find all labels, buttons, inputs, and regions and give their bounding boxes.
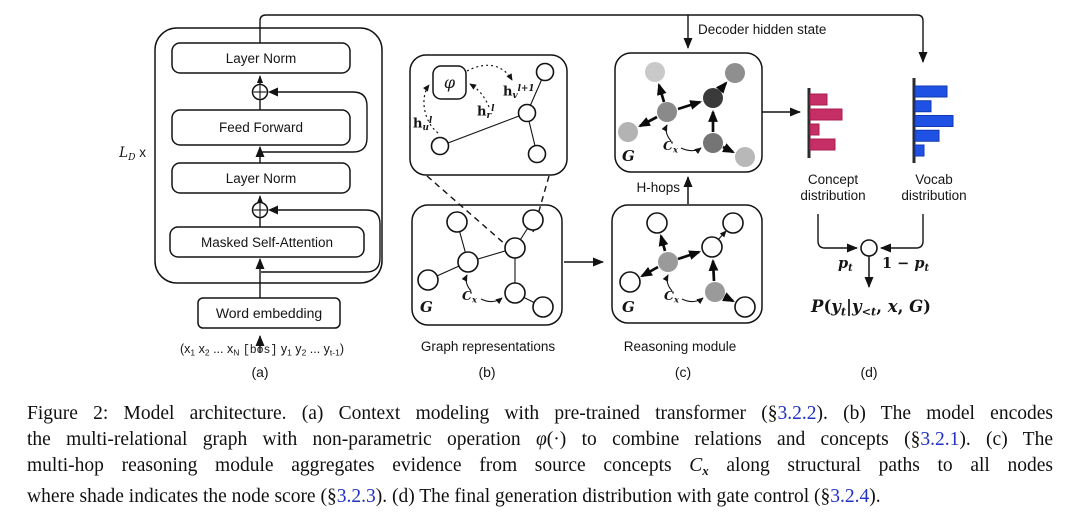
h-r-label <box>477 104 494 121</box>
text-segment: N <box>233 347 240 358</box>
text-segment: h <box>503 84 513 100</box>
concept-bar <box>810 124 819 135</box>
text-segment: ( <box>823 297 832 316</box>
text-segment: [bos] <box>242 344 278 357</box>
text-segment: t <box>848 262 853 274</box>
reasoning-upper-box <box>615 53 762 172</box>
text-segment: y <box>852 297 862 316</box>
graph-symbol-b: G <box>420 298 433 316</box>
text-segment: along structural paths to all nodes <box>708 455 1053 476</box>
text-segment: L <box>119 145 129 161</box>
scored-node <box>703 88 723 108</box>
node <box>620 272 640 292</box>
text-segment: y <box>291 342 302 356</box>
decoder-loop-count-label <box>88 145 146 163</box>
text-segment: C <box>462 288 472 303</box>
concept-bar <box>810 94 827 105</box>
text-segment: x <box>702 464 709 479</box>
graph-representations-caption: Graph representations <box>420 339 556 354</box>
concept-bars <box>810 94 842 150</box>
masked-self-attention-label: Masked Self-Attention <box>200 234 334 250</box>
text-segment: ). <box>869 486 881 508</box>
scored-node <box>725 63 745 83</box>
h-v-label <box>503 84 535 101</box>
cx-pointer <box>481 298 502 302</box>
caption-line <box>27 427 1053 453</box>
panel-d-label: (d) <box>860 364 878 380</box>
text-segment: ) <box>339 342 345 356</box>
text-segment: ). (c) The <box>959 429 1053 450</box>
text-segment: P <box>811 297 824 316</box>
text-segment: C <box>664 288 674 303</box>
output-formula <box>811 297 931 318</box>
gate-wire-left <box>818 214 857 248</box>
text-segment: , <box>876 297 888 316</box>
gate-node <box>861 240 877 256</box>
text-segment: (·) to combine relations and concepts (§ <box>546 429 921 450</box>
source-node <box>658 252 678 272</box>
figure-caption <box>27 401 1053 510</box>
source-concepts-label-c-top <box>663 138 678 155</box>
text-segment: x <box>471 294 477 305</box>
text-segment: 1 − <box>882 255 915 272</box>
phi-output-arc-hv <box>467 65 512 80</box>
panel-c-label: (c) <box>674 364 692 380</box>
text-segment: φ <box>535 429 547 450</box>
vocab-bar <box>915 101 931 112</box>
text-segment: ) <box>923 297 931 316</box>
gate-weight-left-label <box>838 255 853 274</box>
text-segment: x <box>672 144 678 155</box>
source-concepts-label-b <box>462 288 477 305</box>
vocab-bars <box>915 86 953 156</box>
text-segment: h <box>477 104 487 120</box>
vocab-bar <box>915 116 953 127</box>
decoder-hidden-state-label: Decoder hidden state <box>698 22 827 37</box>
text-segment: | <box>846 297 853 316</box>
text-segment: h <box>413 116 423 132</box>
text-segment: r <box>486 111 492 122</box>
gate-weight-right-label <box>882 255 929 274</box>
residual-arrowhead-ff <box>268 88 278 97</box>
text-segment: t-1 <box>329 347 340 358</box>
phi-label: φ <box>443 73 456 92</box>
scored-node <box>735 147 755 167</box>
text-segment: v <box>512 91 518 102</box>
text-segment: ... x <box>209 342 234 356</box>
residual-add-bottom <box>253 203 268 218</box>
vocab-distribution-label <box>884 172 984 203</box>
text-segment: multi-hop reasoning module aggregates evidence from source concepts <box>27 455 690 476</box>
text-segment: C <box>689 455 703 476</box>
vocab-label-line2: distribution <box>901 187 967 203</box>
node <box>458 252 478 272</box>
h-hops-label: H-hops <box>636 180 680 195</box>
text-segment: x <box>135 145 146 160</box>
h-u-label <box>413 116 432 133</box>
scored-node <box>645 62 665 82</box>
text-segment: t <box>840 304 847 319</box>
text-segment: y <box>277 342 288 356</box>
node <box>647 213 667 233</box>
text-segment: l <box>491 104 495 114</box>
caption-line <box>27 401 1053 427</box>
panel-b-label: (b) <box>478 364 496 380</box>
scored-node <box>703 133 723 153</box>
source-node <box>705 282 725 302</box>
section-ref-link[interactable]: 3.2.3 <box>336 486 376 508</box>
concept-label-line2: distribution <box>800 187 866 203</box>
node <box>529 146 546 163</box>
reasoning-module-caption: Reasoning module <box>623 339 737 354</box>
text-segment: p <box>838 255 849 272</box>
text-segment: x <box>195 342 205 356</box>
text-segment: p <box>914 255 925 272</box>
gate-wire-right <box>881 214 923 248</box>
cx-pointer <box>682 298 703 302</box>
node <box>735 297 755 317</box>
node <box>533 297 553 317</box>
vocab-bar <box>915 130 939 141</box>
node <box>702 237 722 257</box>
node <box>537 64 554 81</box>
vocab-label-line1: Vocab <box>915 172 953 187</box>
node <box>418 270 438 290</box>
residual-arrowhead-msa <box>268 206 278 215</box>
node <box>723 213 743 233</box>
section-ref-link[interactable]: 3.2.1 <box>920 429 960 450</box>
layer-norm-top-label: Layer Norm <box>225 50 297 66</box>
text-segment: t <box>924 262 930 274</box>
word-embedding-label: Word embedding <box>215 305 323 321</box>
section-ref-link[interactable]: 3.2.2 <box>777 403 817 424</box>
text-segment: (x <box>179 342 191 356</box>
layer-norm-mid-label: Layer Norm <box>225 170 297 186</box>
concept-bar <box>810 139 835 150</box>
text-segment: 1 <box>190 347 196 358</box>
feed-forward-label: Feed Forward <box>218 120 304 135</box>
text-segment: u <box>422 123 429 134</box>
gate <box>818 214 923 287</box>
cx-pointer <box>681 148 701 151</box>
residual-add-top <box>253 85 268 100</box>
text-segment: 1 <box>287 347 292 358</box>
concept-label-line1: Concept <box>807 172 859 187</box>
text-segment: ... y <box>306 342 330 356</box>
caption-line <box>27 453 1053 484</box>
scored-node <box>657 102 677 122</box>
concept-distribution-label <box>783 172 883 203</box>
node <box>519 105 536 122</box>
text-segment: G <box>909 297 924 316</box>
text-segment: where shade indicates the node score (§ <box>27 486 337 508</box>
text-segment: x <box>673 294 679 305</box>
node <box>447 212 467 232</box>
text-segment: ). (b) The model encodes <box>816 403 1053 424</box>
text-segment: l+1 <box>517 84 535 94</box>
graph-symbol-c-bottom: G <box>622 298 635 316</box>
node <box>505 283 525 303</box>
caption-line <box>27 484 1053 510</box>
text-segment: y <box>831 297 841 316</box>
node <box>432 138 449 155</box>
text-segment: 2 <box>204 347 210 358</box>
source-concepts-label-c-bottom <box>664 288 679 305</box>
section-ref-link[interactable]: 3.2.4 <box>830 486 870 508</box>
vocab-bar <box>915 145 924 156</box>
text-segment: Figure 2: Model architecture. (a) Context modeling with pre-trained transformer (§ <box>27 403 778 424</box>
vocab-bar <box>915 86 947 97</box>
text-segment: <t <box>861 304 877 319</box>
text-segment: , <box>897 297 910 316</box>
input-sequence-label <box>180 342 344 358</box>
panel-a-label: (a) <box>251 364 269 380</box>
text-segment: x <box>887 297 898 316</box>
concept-bar <box>810 109 842 120</box>
graph-symbol-c-top: G <box>622 147 635 165</box>
text-segment: the multi-relational graph with non-parametric operation <box>27 429 536 450</box>
text-segment: C <box>663 138 673 153</box>
scored-node <box>618 122 638 142</box>
node <box>523 210 543 230</box>
text-segment: ). (d) The final generation distribution with gate control (§ <box>375 486 831 508</box>
text-segment: D <box>128 151 136 163</box>
text-segment: l <box>428 116 433 126</box>
text-segment: 2 <box>301 347 307 358</box>
graph-representations-box <box>412 205 562 325</box>
node <box>505 238 525 258</box>
